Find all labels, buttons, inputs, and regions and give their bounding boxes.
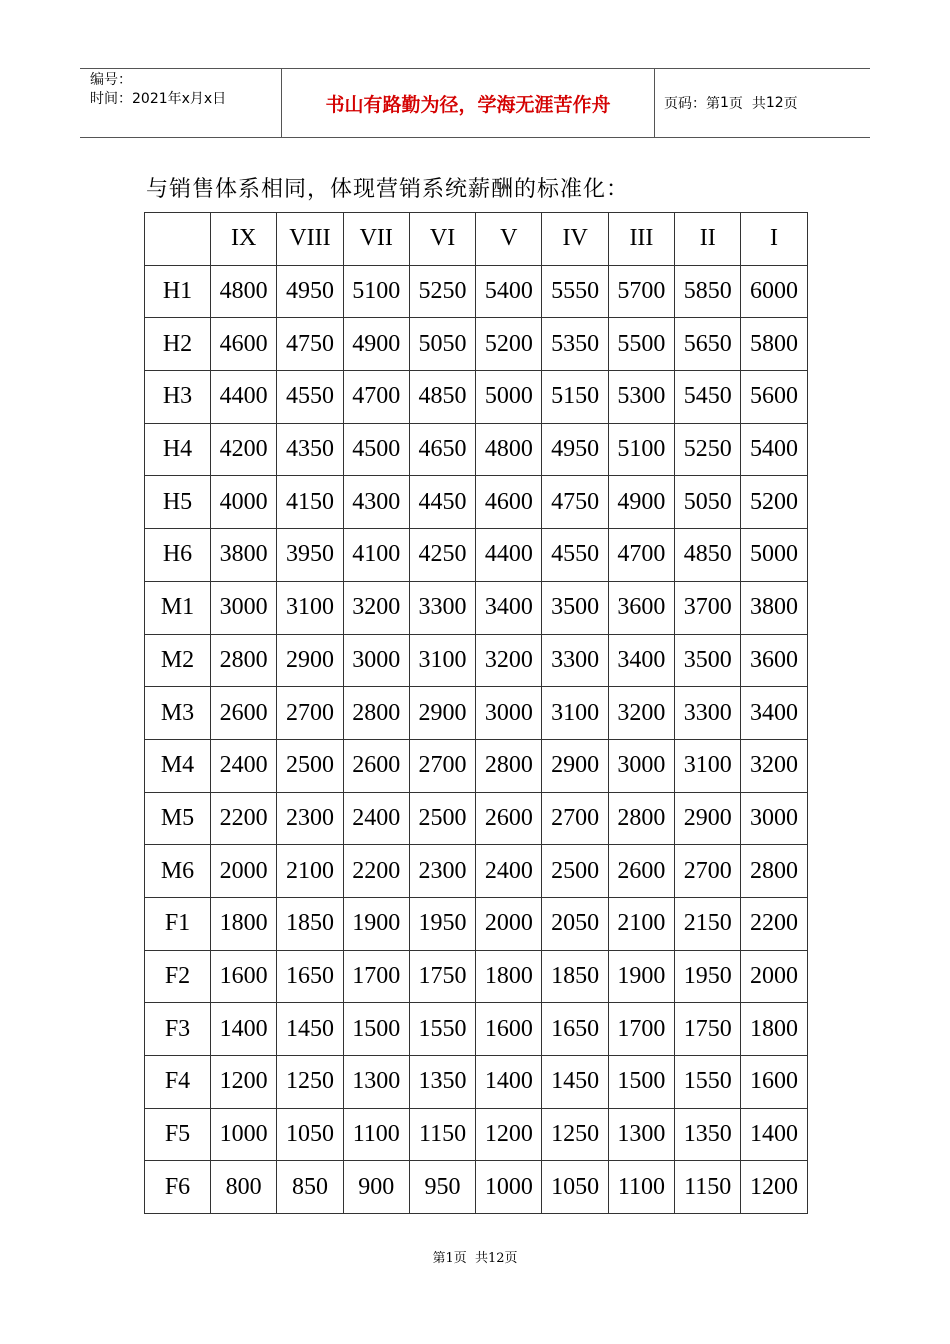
salary-cell: 4750	[542, 476, 608, 529]
salary-cell: 4800	[476, 423, 542, 476]
salary-cell: 1400	[741, 1108, 807, 1161]
salary-cell: 2050	[542, 897, 608, 950]
salary-cell: 2700	[542, 792, 608, 845]
salary-cell: 2400	[211, 739, 277, 792]
table-row	[145, 897, 808, 950]
header-motto: 书山有路勤为径，学海无涯苦作舟	[281, 69, 655, 137]
salary-cell: 1950	[675, 950, 741, 1003]
salary-cell: 1200	[476, 1108, 542, 1161]
salary-cell: 3950	[277, 529, 343, 582]
table-header-row	[145, 213, 808, 266]
salary-cell: 3200	[741, 739, 807, 792]
table-row	[145, 687, 808, 740]
salary-cell: 3800	[741, 581, 807, 634]
salary-cell: 4750	[277, 318, 343, 371]
salary-cell: 1250	[542, 1108, 608, 1161]
salary-cell: 2000	[211, 845, 277, 898]
table-row	[145, 950, 808, 1003]
salary-cell: 5600	[741, 371, 807, 424]
table-row	[145, 845, 808, 898]
salary-cell: 1250	[277, 1056, 343, 1109]
row-grade-label: F6	[145, 1161, 211, 1214]
salary-cell: 4900	[343, 318, 409, 371]
salary-cell: 3000	[741, 792, 807, 845]
header-meta	[80, 69, 281, 137]
salary-cell: 4400	[211, 371, 277, 424]
column-header: V	[476, 213, 542, 266]
salary-cell: 2600	[343, 739, 409, 792]
salary-cell: 1100	[343, 1108, 409, 1161]
salary-cell: 2900	[542, 739, 608, 792]
salary-cell: 5100	[608, 423, 674, 476]
salary-cell: 1550	[409, 1003, 475, 1056]
salary-table	[144, 212, 808, 1214]
salary-cell: 2100	[608, 897, 674, 950]
salary-cell: 3500	[675, 634, 741, 687]
salary-cell: 4700	[608, 529, 674, 582]
footer-current: 1	[445, 1251, 454, 1266]
salary-cell: 2000	[741, 950, 807, 1003]
salary-cell: 4800	[211, 265, 277, 318]
row-grade-label: H3	[145, 371, 211, 424]
footer-total: 12	[488, 1251, 505, 1266]
salary-cell: 5000	[741, 529, 807, 582]
page-suffix: 页	[783, 96, 798, 112]
salary-cell: 2300	[409, 845, 475, 898]
salary-cell: 1600	[476, 1003, 542, 1056]
row-grade-label: M5	[145, 792, 211, 845]
salary-cell: 2600	[608, 845, 674, 898]
salary-cell: 4550	[277, 371, 343, 424]
salary-cell: 3100	[277, 581, 343, 634]
row-grade-label: M3	[145, 687, 211, 740]
salary-cell: 1150	[409, 1108, 475, 1161]
footer-mid: 页 共	[453, 1251, 488, 1266]
salary-cell: 2400	[476, 845, 542, 898]
salary-cell: 1900	[608, 950, 674, 1003]
salary-cell: 900	[343, 1161, 409, 1214]
salary-cell: 1600	[211, 950, 277, 1003]
salary-cell: 4200	[211, 423, 277, 476]
salary-cell: 2600	[476, 792, 542, 845]
salary-cell: 4850	[409, 371, 475, 424]
salary-cell: 4850	[675, 529, 741, 582]
table-row	[145, 1108, 808, 1161]
salary-cell: 5450	[675, 371, 741, 424]
salary-cell: 1650	[277, 950, 343, 1003]
row-grade-label: H5	[145, 476, 211, 529]
page-current: 1	[720, 95, 729, 111]
salary-cell: 3100	[675, 739, 741, 792]
salary-cell: 1850	[277, 897, 343, 950]
column-header: VII	[343, 213, 409, 266]
column-header: VIII	[277, 213, 343, 266]
table-corner-cell	[145, 213, 211, 266]
salary-cell: 2800	[343, 687, 409, 740]
salary-cell: 950	[409, 1161, 475, 1214]
column-header: IV	[542, 213, 608, 266]
salary-cell: 4900	[608, 476, 674, 529]
footer-prefix: 第	[432, 1251, 446, 1266]
salary-cell: 6000	[741, 265, 807, 318]
row-grade-label: F2	[145, 950, 211, 1003]
salary-cell: 1700	[608, 1003, 674, 1056]
salary-cell: 4350	[277, 423, 343, 476]
salary-cell: 3300	[542, 634, 608, 687]
salary-cell: 3400	[476, 581, 542, 634]
salary-cell: 1650	[542, 1003, 608, 1056]
table-row	[145, 739, 808, 792]
salary-cell: 5200	[741, 476, 807, 529]
salary-cell: 1150	[675, 1161, 741, 1214]
salary-cell: 3100	[542, 687, 608, 740]
salary-cell: 3300	[675, 687, 741, 740]
salary-cell: 3700	[675, 581, 741, 634]
document-number-label: 编号：	[90, 72, 132, 88]
salary-cell: 2100	[277, 845, 343, 898]
salary-cell: 5400	[476, 265, 542, 318]
salary-cell: 3000	[476, 687, 542, 740]
salary-cell: 5850	[675, 265, 741, 318]
salary-cell: 2900	[675, 792, 741, 845]
salary-cell: 5050	[675, 476, 741, 529]
salary-cell: 4000	[211, 476, 277, 529]
page-mid: 页 共	[728, 96, 766, 112]
salary-cell: 4600	[476, 476, 542, 529]
salary-cell: 3000	[211, 581, 277, 634]
table-row	[145, 581, 808, 634]
salary-cell: 3500	[542, 581, 608, 634]
salary-cell: 3200	[476, 634, 542, 687]
salary-cell: 5700	[608, 265, 674, 318]
salary-cell: 1400	[211, 1003, 277, 1056]
header-page-indicator	[655, 69, 870, 137]
salary-cell: 5050	[409, 318, 475, 371]
row-grade-label: H6	[145, 529, 211, 582]
salary-cell: 5250	[409, 265, 475, 318]
salary-cell: 3600	[741, 634, 807, 687]
row-grade-label: M6	[145, 845, 211, 898]
salary-cell: 2800	[608, 792, 674, 845]
column-header: II	[675, 213, 741, 266]
salary-cell: 4700	[343, 371, 409, 424]
salary-cell: 2800	[476, 739, 542, 792]
document-time-label: 时间：2021年x月x日	[90, 91, 227, 107]
salary-cell: 4950	[542, 423, 608, 476]
salary-cell: 1450	[277, 1003, 343, 1056]
page-total: 12	[765, 95, 784, 111]
salary-cell: 5000	[476, 371, 542, 424]
salary-cell: 3000	[608, 739, 674, 792]
salary-cell: 2200	[741, 897, 807, 950]
salary-cell: 800	[211, 1161, 277, 1214]
page-prefix: 页码：第	[664, 96, 720, 112]
footer-suffix: 页	[504, 1251, 518, 1266]
salary-cell: 4950	[277, 265, 343, 318]
salary-cell: 5250	[675, 423, 741, 476]
salary-cell: 1300	[608, 1108, 674, 1161]
salary-cell: 3600	[608, 581, 674, 634]
row-grade-label: M1	[145, 581, 211, 634]
salary-cell: 1450	[542, 1056, 608, 1109]
salary-cell: 1500	[608, 1056, 674, 1109]
salary-cell: 1200	[211, 1056, 277, 1109]
table-row	[145, 529, 808, 582]
salary-cell: 1000	[476, 1161, 542, 1214]
salary-cell: 1100	[608, 1161, 674, 1214]
salary-cell: 1800	[476, 950, 542, 1003]
salary-cell: 1700	[343, 950, 409, 1003]
salary-cell: 3800	[211, 529, 277, 582]
salary-cell: 2700	[675, 845, 741, 898]
salary-cell: 4500	[343, 423, 409, 476]
salary-cell: 4450	[409, 476, 475, 529]
salary-cell: 2800	[211, 634, 277, 687]
salary-cell: 5800	[741, 318, 807, 371]
salary-cell: 1750	[409, 950, 475, 1003]
salary-cell: 2000	[476, 897, 542, 950]
salary-cell: 2600	[211, 687, 277, 740]
salary-cell: 1050	[277, 1108, 343, 1161]
salary-cell: 3200	[608, 687, 674, 740]
table-row	[145, 423, 808, 476]
salary-cell: 3300	[409, 581, 475, 634]
salary-cell: 2150	[675, 897, 741, 950]
table-row	[145, 265, 808, 318]
salary-cell: 1800	[211, 897, 277, 950]
table-row	[145, 634, 808, 687]
salary-table-body	[145, 213, 808, 1214]
page-header	[80, 68, 870, 138]
salary-cell: 5550	[542, 265, 608, 318]
row-grade-label: F5	[145, 1108, 211, 1161]
salary-cell: 3400	[741, 687, 807, 740]
salary-cell: 5500	[608, 318, 674, 371]
salary-cell: 1800	[741, 1003, 807, 1056]
salary-cell: 1950	[409, 897, 475, 950]
salary-cell: 5400	[741, 423, 807, 476]
salary-cell: 5650	[675, 318, 741, 371]
salary-cell: 5350	[542, 318, 608, 371]
salary-cell: 4400	[476, 529, 542, 582]
salary-cell: 3400	[608, 634, 674, 687]
salary-cell: 1900	[343, 897, 409, 950]
table-row	[145, 792, 808, 845]
row-grade-label: F3	[145, 1003, 211, 1056]
table-row	[145, 371, 808, 424]
salary-cell: 4600	[211, 318, 277, 371]
salary-cell: 2200	[343, 845, 409, 898]
salary-cell: 5200	[476, 318, 542, 371]
salary-cell: 4100	[343, 529, 409, 582]
salary-cell: 1050	[542, 1161, 608, 1214]
salary-cell: 850	[277, 1161, 343, 1214]
salary-cell: 2800	[741, 845, 807, 898]
salary-cell: 1300	[343, 1056, 409, 1109]
table-row	[145, 318, 808, 371]
salary-cell: 4250	[409, 529, 475, 582]
salary-cell: 1750	[675, 1003, 741, 1056]
column-header: IX	[211, 213, 277, 266]
row-grade-label: F1	[145, 897, 211, 950]
salary-cell: 2200	[211, 792, 277, 845]
salary-cell: 4650	[409, 423, 475, 476]
salary-cell: 2700	[409, 739, 475, 792]
salary-cell: 1600	[741, 1056, 807, 1109]
salary-cell: 1200	[741, 1161, 807, 1214]
salary-cell: 2900	[409, 687, 475, 740]
salary-cell: 1000	[211, 1108, 277, 1161]
page-footer	[0, 1247, 950, 1266]
row-grade-label: H4	[145, 423, 211, 476]
row-grade-label: H1	[145, 265, 211, 318]
salary-cell: 4550	[542, 529, 608, 582]
salary-cell: 3100	[409, 634, 475, 687]
salary-cell: 1350	[409, 1056, 475, 1109]
salary-cell: 2500	[277, 739, 343, 792]
salary-cell: 4150	[277, 476, 343, 529]
intro-text: 与销售体系相同，体现营销系统薪酬的标准化：	[146, 177, 630, 202]
salary-cell: 3000	[343, 634, 409, 687]
salary-cell: 2900	[277, 634, 343, 687]
row-grade-label: H2	[145, 318, 211, 371]
row-grade-label: F4	[145, 1056, 211, 1109]
salary-cell: 1550	[675, 1056, 741, 1109]
table-row	[145, 1056, 808, 1109]
column-header: III	[608, 213, 674, 266]
row-grade-label: M4	[145, 739, 211, 792]
salary-cell: 1350	[675, 1108, 741, 1161]
salary-cell: 2700	[277, 687, 343, 740]
salary-cell: 2500	[409, 792, 475, 845]
table-row	[145, 1003, 808, 1056]
column-header: I	[741, 213, 807, 266]
salary-cell: 1500	[343, 1003, 409, 1056]
salary-cell: 1400	[476, 1056, 542, 1109]
row-grade-label: M2	[145, 634, 211, 687]
column-header: VI	[409, 213, 475, 266]
salary-cell: 4300	[343, 476, 409, 529]
table-row	[145, 476, 808, 529]
salary-cell: 2500	[542, 845, 608, 898]
salary-cell: 5300	[608, 371, 674, 424]
salary-cell: 5150	[542, 371, 608, 424]
salary-cell: 2300	[277, 792, 343, 845]
salary-cell: 3200	[343, 581, 409, 634]
salary-cell: 1850	[542, 950, 608, 1003]
table-row	[145, 1161, 808, 1214]
salary-cell: 2400	[343, 792, 409, 845]
salary-cell: 5100	[343, 265, 409, 318]
